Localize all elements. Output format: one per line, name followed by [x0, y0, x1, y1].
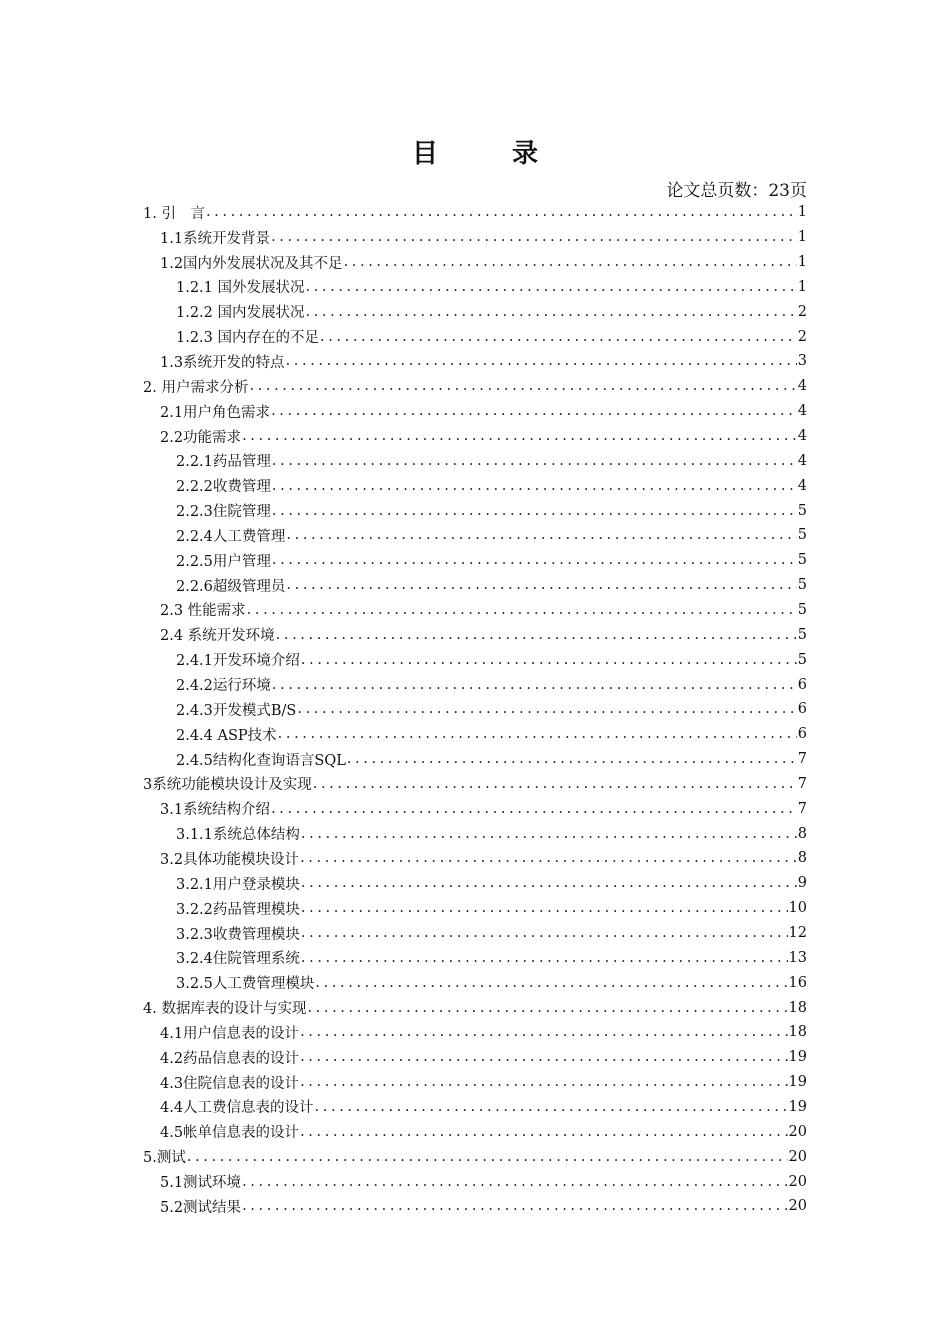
- toc-entry-page-number: 1: [797, 229, 807, 246]
- toc-entry-page-number: 5: [797, 577, 807, 594]
- toc-leader-dots: [306, 304, 797, 320]
- toc-entry-label: 2.4.5结构化查询语言SQL: [176, 752, 346, 769]
- toc-entry-label: 2.4.2运行环境: [176, 678, 271, 695]
- toc-entry-label: 4.4人工费信息表的设计: [160, 1100, 314, 1117]
- toc-entry[interactable]: [160, 1070, 807, 1095]
- toc-entry-label: 4.2药品信息表的设计: [160, 1050, 300, 1067]
- toc-entry-page-number: 5: [797, 502, 807, 519]
- toc-leader-dots: [272, 453, 797, 469]
- toc-entry-page-number: 18: [788, 999, 807, 1016]
- toc-entry[interactable]: [176, 921, 807, 946]
- toc-entry[interactable]: [176, 821, 807, 846]
- toc-entry-page-number: 7: [797, 800, 807, 817]
- toc-leader-dots: [286, 527, 796, 543]
- toc-entry[interactable]: [143, 995, 807, 1020]
- toc-entry[interactable]: [176, 871, 807, 896]
- toc-leader-dots: [276, 627, 797, 643]
- toc-entry[interactable]: [176, 647, 807, 672]
- toc-entry-page-number: 2: [797, 328, 807, 345]
- toc-entry[interactable]: [176, 548, 807, 573]
- toc-entry-page-number: 20: [788, 1123, 807, 1140]
- toc-leader-dots: [187, 1149, 788, 1165]
- toc-entry-label: 2.4.1开发环境介绍: [176, 653, 300, 670]
- toc-leader-dots: [320, 329, 797, 345]
- page-title: 目 录: [411, 139, 562, 169]
- toc-entry-label: 5.2测试结果: [160, 1199, 242, 1216]
- toc-entry-label: 2.2.2收费管理: [176, 479, 271, 496]
- toc-entry[interactable]: [176, 970, 807, 995]
- toc-entry-page-number: 4: [797, 403, 807, 420]
- toc-entry[interactable]: [160, 1020, 807, 1045]
- toc-entry-label: 1.2.2 国内发展状况: [176, 305, 305, 322]
- toc-leader-dots: [271, 229, 797, 245]
- toc-entry[interactable]: [176, 324, 807, 349]
- toc-entry-page-number: 7: [797, 751, 807, 768]
- toc-entry-label: 2.1用户角色需求: [160, 404, 271, 421]
- toc-entry[interactable]: [160, 1095, 807, 1120]
- toc-entry-page-number: 8: [797, 850, 807, 867]
- toc-entry-page-number: 5: [797, 552, 807, 569]
- toc-entry[interactable]: [176, 473, 807, 498]
- toc-entry[interactable]: [160, 1119, 807, 1144]
- toc-entry-page-number: 20: [788, 1148, 807, 1165]
- toc-entry-label: 3.2.5人工费管理模块: [176, 976, 315, 993]
- toc-leader-dots: [272, 552, 797, 568]
- toc-entry[interactable]: [176, 697, 807, 722]
- toc-entry[interactable]: [160, 1169, 807, 1194]
- toc-entry[interactable]: [160, 1045, 807, 1070]
- toc-leader-dots: [206, 204, 797, 220]
- toc-leader-dots: [300, 1024, 787, 1040]
- toc-entry-page-number: 5: [797, 651, 807, 668]
- toc-entry-page-number: 2: [797, 303, 807, 320]
- toc-leader-dots: [242, 428, 797, 444]
- toc-entry[interactable]: [176, 299, 807, 324]
- toc-entry-page-number: 20: [788, 1173, 807, 1190]
- toc-leader-dots: [300, 1124, 787, 1140]
- toc-entry-page-number: 4: [797, 428, 807, 445]
- toc-leader-dots: [272, 677, 797, 693]
- toc-entry[interactable]: [160, 796, 807, 821]
- toc-entry-page-number: 9: [797, 875, 807, 892]
- toc-entry[interactable]: [160, 349, 807, 374]
- toc-entry-page-number: 7: [797, 775, 807, 792]
- toc-entry-label: 1.2国内外发展状况及其不足: [160, 255, 343, 272]
- toc-entry-page-number: 4: [797, 452, 807, 469]
- toc-entry-page-number: 6: [797, 726, 807, 743]
- toc-entry-page-number: 5: [797, 527, 807, 544]
- toc-entry-label: 3系统功能模块设计及实现: [143, 777, 312, 794]
- toc-entry-page-number: 18: [788, 1024, 807, 1041]
- toc-leader-dots: [271, 801, 797, 817]
- toc-entry-label: 3.2.1用户登录模块: [176, 876, 300, 893]
- toc-leader-dots: [297, 701, 796, 717]
- toc-leader-dots: [313, 776, 797, 792]
- toc-leader-dots: [300, 1074, 787, 1090]
- toc-leader-dots: [315, 975, 787, 991]
- toc-entry-label: 2. 用户需求分析: [143, 379, 249, 396]
- toc-leader-dots: [272, 478, 797, 494]
- toc-entry-label: 2.2.3住院管理: [176, 504, 271, 521]
- toc-entry[interactable]: [176, 946, 807, 971]
- toc-entry-page-number: 4: [797, 477, 807, 494]
- toc-leader-dots: [271, 403, 797, 419]
- toc-entry-page-number: 3: [797, 353, 807, 370]
- toc-entry[interactable]: [143, 1144, 807, 1169]
- toc-entry[interactable]: [160, 622, 807, 647]
- toc-entry-page-number: 19: [788, 1098, 807, 1115]
- toc-entry[interactable]: [143, 200, 807, 225]
- toc-leader-dots: [315, 1099, 788, 1115]
- toc-entry[interactable]: [160, 424, 807, 449]
- toc-leader-dots: [301, 875, 797, 891]
- toc-entry[interactable]: [160, 225, 807, 250]
- toc-leader-dots: [247, 602, 797, 618]
- toc-entry-label: 2.2.4人工费管理: [176, 528, 286, 545]
- toc-leader-dots: [301, 826, 797, 842]
- toc-leader-dots: [278, 726, 797, 742]
- toc-leader-dots: [272, 503, 797, 519]
- toc-leader-dots: [307, 1000, 787, 1016]
- toc-leader-dots: [344, 254, 797, 270]
- toc-entry-label: 2.4.3开发模式B/S: [176, 702, 297, 719]
- toc-entry-label: 4.1用户信息表的设计: [160, 1025, 300, 1042]
- toc-entry-label: 3.2.3收费管理模块: [176, 926, 300, 943]
- toc-entry-page-number: 6: [797, 676, 807, 693]
- toc-entry-page-number: 19: [788, 1049, 807, 1066]
- toc-leader-dots: [286, 577, 796, 593]
- toc-entry[interactable]: [176, 498, 807, 523]
- toc-entry-label: 1. 引 言: [143, 205, 205, 222]
- toc-entry-label: 4.5帐单信息表的设计: [160, 1125, 300, 1142]
- toc-leader-dots: [301, 950, 788, 966]
- toc-entry[interactable]: [160, 598, 807, 623]
- toc-entry-label: 2.4.4 ASP技术: [176, 727, 277, 744]
- toc-entry-page-number: 1: [797, 254, 807, 271]
- toc-entry[interactable]: [176, 573, 807, 598]
- toc-entry-label: 1.2.3 国内存在的不足: [176, 330, 320, 347]
- toc-entry-label: 2.4 系统开发环境: [160, 628, 275, 645]
- toc-entry-label: 5.测试: [143, 1150, 186, 1167]
- toc-entry-page-number: 10: [788, 900, 807, 917]
- toc-entry-label: 3.2具体功能模块设计: [160, 851, 300, 868]
- toc-leader-dots: [300, 850, 797, 866]
- total-pages-note: 论文总页数：23页: [666, 181, 807, 201]
- toc-entry[interactable]: [143, 772, 807, 797]
- toc-entry[interactable]: [160, 399, 807, 424]
- toc-entry-label: 3.2.4住院管理系统: [176, 951, 300, 968]
- toc-entry-label: 2.2.1药品管理: [176, 454, 271, 471]
- toc-leader-dots: [286, 353, 797, 369]
- toc-entry-label: 3.2.2药品管理模块: [176, 901, 300, 918]
- toc-entry-page-number: 20: [788, 1198, 807, 1215]
- toc-entry[interactable]: [176, 449, 807, 474]
- toc-entry-label: 2.2.6超级管理员: [176, 578, 286, 595]
- toc-entry-label: 3.1.1系统总体结构: [176, 827, 300, 844]
- toc-entry[interactable]: [176, 275, 807, 300]
- toc-leader-dots: [347, 751, 797, 767]
- toc-entry-label: 4.3住院信息表的设计: [160, 1075, 300, 1092]
- toc-entry-label: 1.2.1 国外发展状况: [176, 280, 305, 297]
- toc-entry-label: 2.2.5用户管理: [176, 553, 271, 570]
- toc-entry[interactable]: [160, 1194, 807, 1219]
- toc-leader-dots: [301, 925, 788, 941]
- toc-entry-page-number: 4: [797, 378, 807, 395]
- toc-entry-label: 2.2功能需求: [160, 429, 242, 446]
- toc-entry-label: 2.3 性能需求: [160, 603, 246, 620]
- toc-entry-label: 3.1系统结构介绍: [160, 802, 271, 819]
- toc-entry-label: 4. 数据库表的设计与实现: [143, 1001, 307, 1018]
- toc-entry-page-number: 8: [797, 825, 807, 842]
- toc-entry[interactable]: [176, 896, 807, 921]
- toc-entry[interactable]: [160, 250, 807, 275]
- toc-entry-page-number: 5: [797, 601, 807, 618]
- toc-entry-page-number: 16: [788, 974, 807, 991]
- toc-entry-page-number: 19: [788, 1074, 807, 1091]
- toc-leader-dots: [249, 378, 796, 394]
- toc-leader-dots: [301, 652, 797, 668]
- toc-leader-dots: [306, 279, 797, 295]
- toc-entry-page-number: 1: [797, 278, 807, 295]
- toc-entry[interactable]: [176, 672, 807, 697]
- toc-entry[interactable]: [176, 722, 807, 747]
- toc-entry[interactable]: [160, 846, 807, 871]
- toc-entry-page-number: 6: [797, 701, 807, 718]
- toc-entry-page-number: 12: [788, 925, 807, 942]
- toc-leader-dots: [300, 1049, 787, 1065]
- toc-leader-dots: [242, 1174, 787, 1190]
- toc-entry-label: 5.1测试环境: [160, 1175, 242, 1192]
- toc-entry-label: 1.3系统开发的特点: [160, 354, 285, 371]
- toc-leader-dots: [301, 900, 788, 916]
- toc-entry-page-number: 5: [797, 626, 807, 643]
- toc-entry[interactable]: [176, 747, 807, 772]
- toc-entry[interactable]: [143, 374, 807, 399]
- toc-leader-dots: [242, 1198, 787, 1214]
- toc-entry[interactable]: [176, 523, 807, 548]
- toc-entry-page-number: 13: [788, 949, 807, 966]
- toc-entry-page-number: 1: [797, 204, 807, 221]
- toc-entry-label: 1.1系统开发背景: [160, 230, 271, 247]
